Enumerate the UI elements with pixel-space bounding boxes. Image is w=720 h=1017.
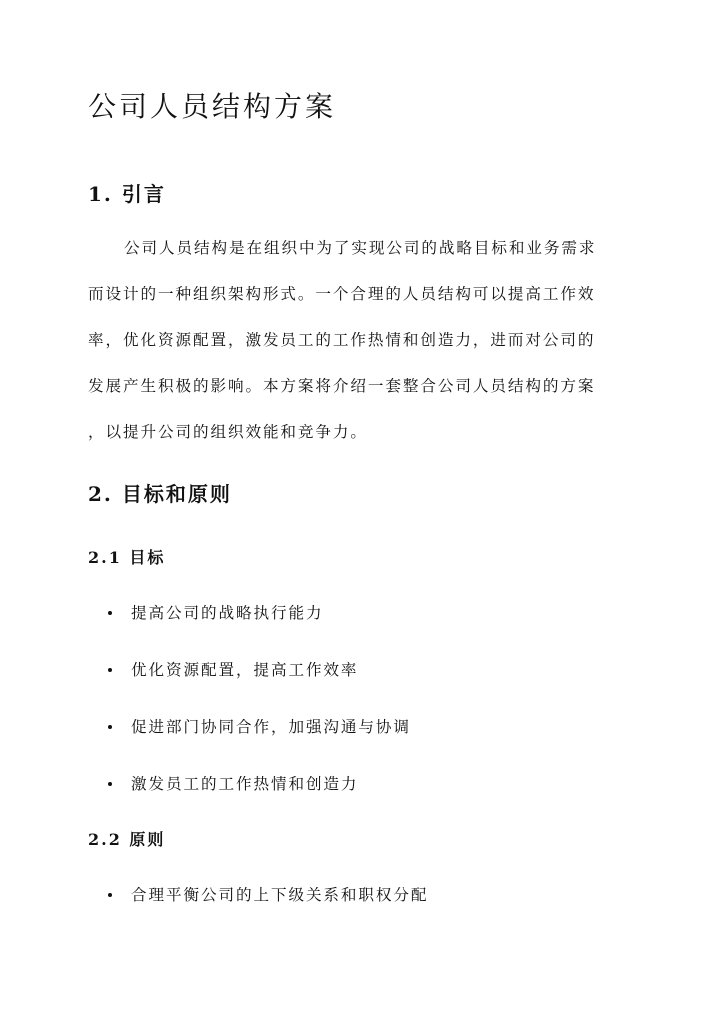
bullet-icon xyxy=(108,611,112,615)
subsection-heading-goals: 2.1 目标 xyxy=(88,548,166,567)
paragraph-line: 公司人员结构是在组织中为了实现公司的战略目标和业务需求 xyxy=(124,239,597,257)
paragraph-line: ，以提升公司的组织效能和竞争力。 xyxy=(88,423,368,441)
paragraph-line: 发展产生积极的影响。本方案将介绍一套整合公司人员结构的方案 xyxy=(88,377,596,395)
list-item xyxy=(88,773,411,830)
list-item xyxy=(88,602,411,659)
goals-list xyxy=(88,602,411,830)
list-item-text: 优化资源配置，提高工作效率 xyxy=(131,661,359,679)
list-item-text: 激发员工的工作热情和创造力 xyxy=(131,775,359,793)
principles-list xyxy=(88,884,428,941)
subsection-heading-principles: 2.2 原则 xyxy=(88,830,166,849)
introduction-paragraph xyxy=(88,238,634,468)
list-item xyxy=(88,659,411,716)
bullet-icon xyxy=(108,668,112,672)
bullet-icon xyxy=(108,725,112,729)
document-title: 公司人员结构方案 xyxy=(88,90,337,123)
list-item-text: 促进部门协同合作，加强沟通与协调 xyxy=(131,718,411,736)
list-item xyxy=(88,716,411,773)
bullet-icon xyxy=(108,782,112,786)
section-heading-goals-principles: 2. 目标和原则 xyxy=(88,482,232,506)
list-item-text: 提高公司的战略执行能力 xyxy=(131,604,324,622)
list-item-text: 合理平衡公司的上下级关系和职权分配 xyxy=(131,886,429,904)
list-item xyxy=(88,884,428,941)
bullet-icon xyxy=(108,893,112,897)
paragraph-line: 而设计的一种组织架构形式。一个合理的人员结构可以提高工作效 xyxy=(88,285,596,303)
paragraph-line: 率，优化资源配置，激发员工的工作热情和创造力，进而对公司的 xyxy=(88,331,596,349)
section-heading-introduction: 1. 引言 xyxy=(88,182,166,206)
